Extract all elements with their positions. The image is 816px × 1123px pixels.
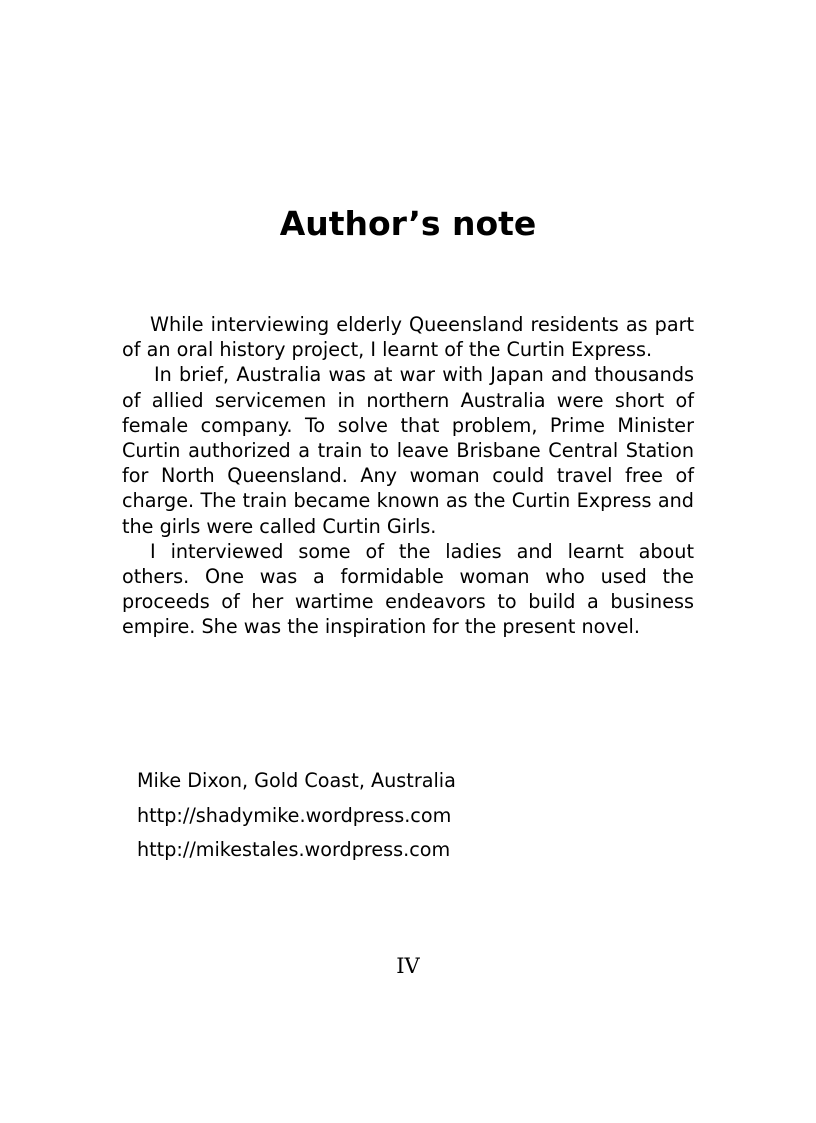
page-number: IV (396, 954, 420, 978)
paragraph: In brief, Australia was at war with Japan and thousands of allied servicemen in northern Australia were short of female company. To solve that problem, Prime Minister Curtin authorized a train to leave Brisbane Central Station for North Queensland. Any woman could travel free of charge. The train became known as the Curtin Express and the girls were called Curtin Girls. (122, 363, 694, 538)
paragraph: While interviewing elderly Queensland residents as part of an oral history project, I learnt of the Curtin Express. (122, 313, 694, 362)
body-text (122, 312, 694, 640)
paragraph: I interviewed some of the ladies and learnt about others. One was a formidable woman who used the proceeds of her wartime endeavors to build a business empire. She was the inspiration for the present novel. (122, 539, 694, 639)
author-byline: Mike Dixon, Gold Coast, Australia (137, 769, 456, 792)
blog-url-shadymike: http://shadymike.wordpress.com (137, 803, 452, 827)
page-title: Author’s note (279, 204, 537, 243)
signature-block (137, 764, 697, 868)
blog-url-mikestales: http://mikestales.wordpress.com (137, 838, 451, 861)
